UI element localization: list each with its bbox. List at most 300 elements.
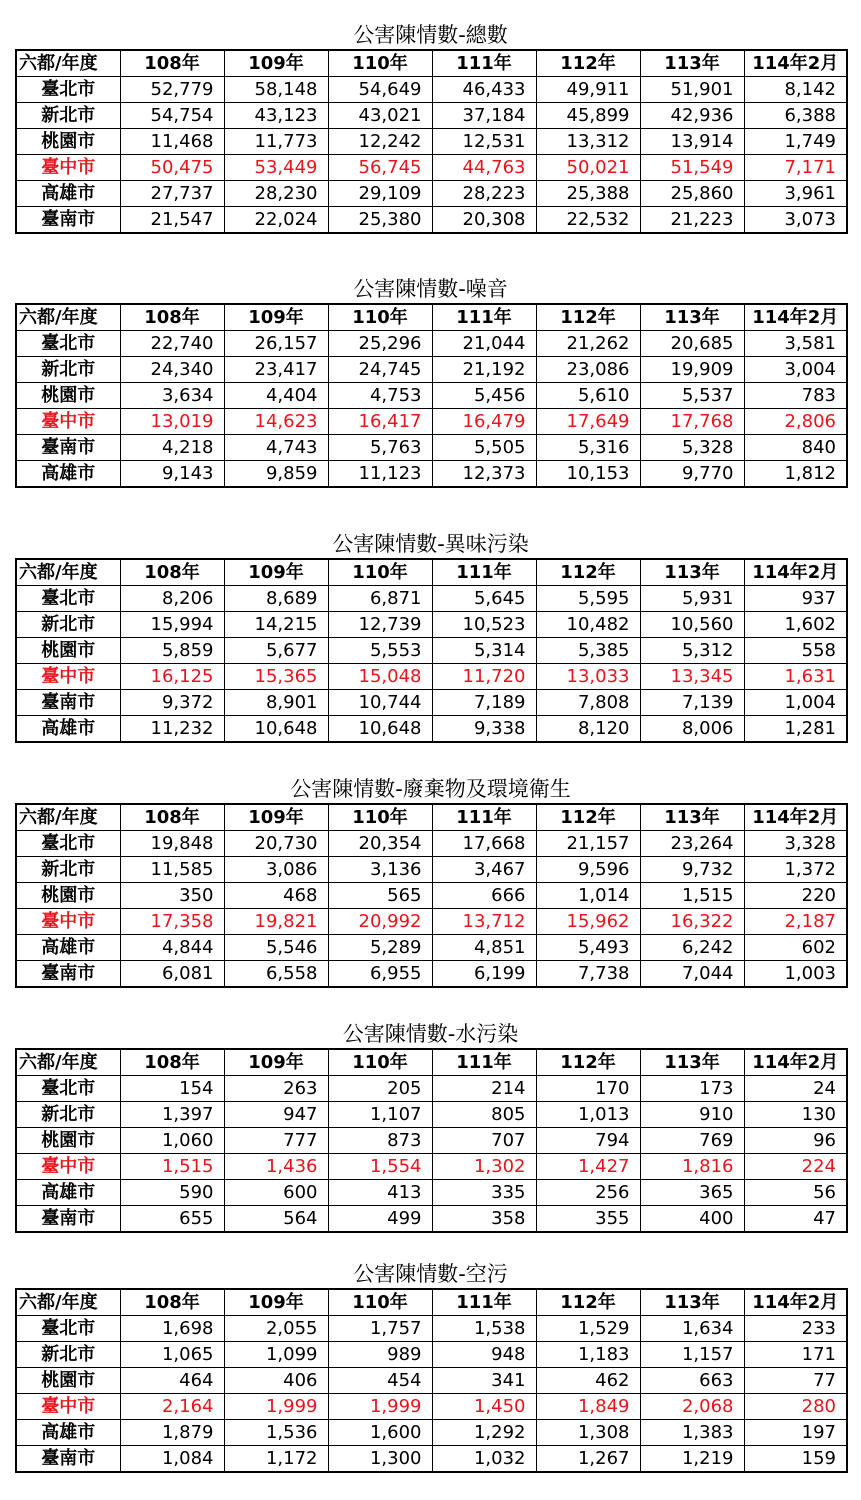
value-cell: 783 [744,383,847,409]
year-header: 114年2月 [744,559,847,586]
city-name: 臺北市 [16,1076,120,1102]
value-cell: 9,372 [120,690,224,716]
value-cell: 5,610 [536,383,640,409]
city-name: 臺中市 [16,1394,120,1420]
table-row [16,1180,847,1206]
value-cell: 5,316 [536,435,640,461]
city-name: 臺中市 [16,1154,120,1180]
value-cell: 12,531 [432,129,536,155]
value-cell: 51,549 [640,155,744,181]
year-header: 108年 [120,804,224,831]
value-cell: 3,073 [744,207,847,234]
value-cell: 454 [328,1368,432,1394]
value-cell: 171 [744,1342,847,1368]
value-cell: 233 [744,1316,847,1342]
value-cell: 37,184 [432,103,536,129]
value-cell: 1,004 [744,690,847,716]
city-name: 臺中市 [16,909,120,935]
value-cell: 769 [640,1128,744,1154]
value-cell: 9,859 [224,461,328,488]
value-cell: 10,560 [640,612,744,638]
value-cell: 25,380 [328,207,432,234]
value-cell: 27,737 [120,181,224,207]
value-cell: 1,014 [536,883,640,909]
value-cell: 9,143 [120,461,224,488]
value-cell: 947 [224,1102,328,1128]
city-name: 臺北市 [16,586,120,612]
corner-header: 六都/年度 [16,304,120,331]
city-name: 臺北市 [16,1316,120,1342]
value-cell: 10,523 [432,612,536,638]
value-cell: 341 [432,1368,536,1394]
value-cell: 43,021 [328,103,432,129]
value-cell: 564 [224,1206,328,1233]
table-row [16,1394,847,1420]
value-cell: 1,536 [224,1420,328,1446]
value-cell: 3,961 [744,181,847,207]
value-cell: 14,623 [224,409,328,435]
value-cell: 22,740 [120,331,224,357]
value-cell: 16,417 [328,409,432,435]
year-header: 110年 [328,804,432,831]
city-name: 臺中市 [16,409,120,435]
table-row [16,1128,847,1154]
value-cell: 2,068 [640,1394,744,1420]
value-cell: 58,148 [224,77,328,103]
table-row [16,1316,847,1342]
data-table [15,1288,848,1473]
value-cell: 280 [744,1394,847,1420]
value-cell: 1,634 [640,1316,744,1342]
value-cell: 17,668 [432,831,536,857]
value-cell: 794 [536,1128,640,1154]
value-cell: 7,044 [640,961,744,988]
table-row [16,1076,847,1102]
table-row [16,664,847,690]
city-name: 臺北市 [16,831,120,857]
table-row [16,357,847,383]
value-cell: 20,730 [224,831,328,857]
table-row [16,461,847,488]
city-name: 高雄市 [16,461,120,488]
value-cell: 5,328 [640,435,744,461]
value-cell: 77 [744,1368,847,1394]
city-name: 新北市 [16,612,120,638]
table-title: 公害陳情數-水污染 [342,1022,519,1046]
value-cell: 1,812 [744,461,847,488]
value-cell: 1,427 [536,1154,640,1180]
value-cell: 13,033 [536,664,640,690]
value-cell: 365 [640,1180,744,1206]
year-header: 112年 [536,1289,640,1316]
city-name: 臺北市 [16,331,120,357]
value-cell: 54,649 [328,77,432,103]
table-row [16,1206,847,1233]
value-cell: 1,013 [536,1102,640,1128]
value-cell: 16,479 [432,409,536,435]
city-name: 新北市 [16,857,120,883]
table-section [15,533,846,743]
table-row [16,831,847,857]
value-cell: 5,546 [224,935,328,961]
year-header: 110年 [328,304,432,331]
value-cell: 805 [432,1102,536,1128]
value-cell: 214 [432,1076,536,1102]
table-title: 公害陳情數-噪音 [353,277,508,301]
table-section [15,278,846,488]
value-cell: 1,060 [120,1128,224,1154]
year-header: 110年 [328,559,432,586]
table-row [16,612,847,638]
value-cell: 707 [432,1128,536,1154]
city-name: 高雄市 [16,1180,120,1206]
value-cell: 7,808 [536,690,640,716]
value-cell: 1,003 [744,961,847,988]
value-cell: 1,157 [640,1342,744,1368]
corner-header: 六都/年度 [16,1049,120,1076]
value-cell: 4,404 [224,383,328,409]
value-cell: 1,529 [536,1316,640,1342]
value-cell: 6,558 [224,961,328,988]
data-table [15,303,848,488]
value-cell: 21,192 [432,357,536,383]
value-cell: 5,505 [432,435,536,461]
data-table [15,558,848,743]
value-cell: 25,860 [640,181,744,207]
table-row [16,961,847,988]
value-cell: 13,312 [536,129,640,155]
year-header: 114年2月 [744,804,847,831]
value-cell: 17,768 [640,409,744,435]
city-name: 桃園市 [16,883,120,909]
table-row [16,716,847,743]
value-cell: 655 [120,1206,224,1233]
value-cell: 20,992 [328,909,432,935]
value-cell: 3,086 [224,857,328,883]
value-cell: 1,300 [328,1446,432,1473]
value-cell: 25,388 [536,181,640,207]
table-row [16,155,847,181]
table-row [16,1154,847,1180]
value-cell: 7,139 [640,690,744,716]
value-cell: 19,909 [640,357,744,383]
city-name: 臺南市 [16,207,120,234]
value-cell: 263 [224,1076,328,1102]
value-cell: 1,450 [432,1394,536,1420]
city-name: 桃園市 [16,1128,120,1154]
city-name: 臺南市 [16,1206,120,1233]
year-header: 113年 [640,804,744,831]
value-cell: 1,600 [328,1420,432,1446]
value-cell: 15,365 [224,664,328,690]
year-header: 113年 [640,50,744,77]
city-name: 臺南市 [16,435,120,461]
value-cell: 989 [328,1342,432,1368]
year-header: 109年 [224,1049,328,1076]
city-name: 臺北市 [16,77,120,103]
value-cell: 159 [744,1446,847,1473]
value-cell: 1,816 [640,1154,744,1180]
year-header: 111年 [432,1049,536,1076]
value-cell: 2,806 [744,409,847,435]
value-cell: 1,183 [536,1342,640,1368]
city-name: 臺南市 [16,961,120,988]
value-cell: 52,779 [120,77,224,103]
value-cell: 1,631 [744,664,847,690]
value-cell: 22,024 [224,207,328,234]
value-cell: 4,218 [120,435,224,461]
city-name: 臺南市 [16,690,120,716]
value-cell: 15,994 [120,612,224,638]
value-cell: 21,547 [120,207,224,234]
table-section [15,24,846,234]
value-cell: 7,171 [744,155,847,181]
year-header: 108年 [120,559,224,586]
year-header: 112年 [536,804,640,831]
value-cell: 23,264 [640,831,744,857]
header-row [16,50,847,77]
value-cell: 50,021 [536,155,640,181]
value-cell: 25,296 [328,331,432,357]
year-header: 111年 [432,1289,536,1316]
year-header: 113年 [640,559,744,586]
value-cell: 1,698 [120,1316,224,1342]
city-name: 新北市 [16,1342,120,1368]
table-row [16,331,847,357]
value-cell: 21,044 [432,331,536,357]
year-header: 113年 [640,304,744,331]
value-cell: 1,099 [224,1342,328,1368]
value-cell: 50,475 [120,155,224,181]
table-row [16,103,847,129]
value-cell: 406 [224,1368,328,1394]
value-cell: 11,773 [224,129,328,155]
value-cell: 96 [744,1128,847,1154]
value-cell: 499 [328,1206,432,1233]
table-title: 公害陳情數-異味污染 [332,532,529,556]
value-cell: 170 [536,1076,640,1102]
value-cell: 3,581 [744,331,847,357]
value-cell: 1,267 [536,1446,640,1473]
value-cell: 1,397 [120,1102,224,1128]
table-row [16,129,847,155]
value-cell: 358 [432,1206,536,1233]
value-cell: 256 [536,1180,640,1206]
value-cell: 173 [640,1076,744,1102]
city-name: 臺中市 [16,155,120,181]
year-header: 109年 [224,304,328,331]
city-name: 桃園市 [16,638,120,664]
value-cell: 130 [744,1102,847,1128]
year-header: 109年 [224,50,328,77]
year-header: 108年 [120,50,224,77]
value-cell: 8,206 [120,586,224,612]
city-name: 臺南市 [16,1446,120,1473]
value-cell: 12,373 [432,461,536,488]
value-cell: 15,048 [328,664,432,690]
table-title: 公害陳情數-總數 [353,23,508,47]
year-header: 111年 [432,304,536,331]
city-name: 高雄市 [16,1420,120,1446]
year-header: 112年 [536,304,640,331]
value-cell: 12,739 [328,612,432,638]
value-cell: 1,292 [432,1420,536,1446]
value-cell: 9,596 [536,857,640,883]
city-name: 高雄市 [16,716,120,743]
value-cell: 5,595 [536,586,640,612]
city-name: 新北市 [16,357,120,383]
value-cell: 23,417 [224,357,328,383]
value-cell: 5,763 [328,435,432,461]
value-cell: 7,738 [536,961,640,988]
value-cell: 6,199 [432,961,536,988]
value-cell: 3,328 [744,831,847,857]
value-cell: 468 [224,883,328,909]
value-cell: 56 [744,1180,847,1206]
value-cell: 8,901 [224,690,328,716]
value-cell: 47 [744,1206,847,1233]
table-row [16,638,847,664]
value-cell: 5,314 [432,638,536,664]
value-cell: 1,554 [328,1154,432,1180]
value-cell: 16,322 [640,909,744,935]
table-row [16,435,847,461]
value-cell: 840 [744,435,847,461]
year-header: 109年 [224,559,328,586]
value-cell: 16,125 [120,664,224,690]
value-cell: 9,338 [432,716,536,743]
value-cell: 1,372 [744,857,847,883]
table-row [16,181,847,207]
value-cell: 13,345 [640,664,744,690]
value-cell: 590 [120,1180,224,1206]
value-cell: 6,242 [640,935,744,961]
header-row [16,559,847,586]
value-cell: 5,537 [640,383,744,409]
table-title: 公害陳情數-廢棄物及環境衛生 [290,777,571,801]
value-cell: 1,383 [640,1420,744,1446]
value-cell: 3,004 [744,357,847,383]
value-cell: 5,553 [328,638,432,664]
year-header: 110年 [328,1049,432,1076]
value-cell: 602 [744,935,847,961]
value-cell: 1,515 [640,883,744,909]
year-header: 108年 [120,1049,224,1076]
year-header: 111年 [432,559,536,586]
table-row [16,77,847,103]
value-cell: 1,281 [744,716,847,743]
value-cell: 8,120 [536,716,640,743]
value-cell: 29,109 [328,181,432,207]
corner-header: 六都/年度 [16,50,120,77]
value-cell: 666 [432,883,536,909]
table-row [16,1420,847,1446]
value-cell: 1,757 [328,1316,432,1342]
value-cell: 5,859 [120,638,224,664]
value-cell: 3,136 [328,857,432,883]
year-header: 112年 [536,50,640,77]
year-header: 112年 [536,1049,640,1076]
value-cell: 6,871 [328,586,432,612]
table-row [16,1368,847,1394]
value-cell: 1,999 [224,1394,328,1420]
value-cell: 14,215 [224,612,328,638]
value-cell: 19,848 [120,831,224,857]
year-header: 113年 [640,1289,744,1316]
value-cell: 4,844 [120,935,224,961]
value-cell: 28,230 [224,181,328,207]
year-header: 111年 [432,804,536,831]
value-cell: 663 [640,1368,744,1394]
value-cell: 11,468 [120,129,224,155]
value-cell: 23,086 [536,357,640,383]
value-cell: 2,164 [120,1394,224,1420]
table-section [15,778,846,988]
value-cell: 4,851 [432,935,536,961]
value-cell: 7,189 [432,690,536,716]
value-cell: 6,955 [328,961,432,988]
value-cell: 5,312 [640,638,744,664]
value-cell: 154 [120,1076,224,1102]
value-cell: 9,770 [640,461,744,488]
value-cell: 335 [432,1180,536,1206]
table-row [16,409,847,435]
year-header: 109年 [224,1289,328,1316]
city-name: 桃園市 [16,129,120,155]
value-cell: 21,262 [536,331,640,357]
year-header: 113年 [640,1049,744,1076]
value-cell: 1,538 [432,1316,536,1342]
value-cell: 462 [536,1368,640,1394]
value-cell: 4,753 [328,383,432,409]
table-row [16,690,847,716]
city-name: 桃園市 [16,1368,120,1394]
value-cell: 1,302 [432,1154,536,1180]
city-name: 新北市 [16,103,120,129]
value-cell: 13,712 [432,909,536,935]
year-header: 110年 [328,1289,432,1316]
value-cell: 28,223 [432,181,536,207]
value-cell: 1,219 [640,1446,744,1473]
value-cell: 5,385 [536,638,640,664]
value-cell: 10,153 [536,461,640,488]
data-table [15,803,848,988]
value-cell: 4,743 [224,435,328,461]
value-cell: 11,232 [120,716,224,743]
value-cell: 2,055 [224,1316,328,1342]
value-cell: 400 [640,1206,744,1233]
value-cell: 5,677 [224,638,328,664]
value-cell: 1,065 [120,1342,224,1368]
value-cell: 19,821 [224,909,328,935]
value-cell: 224 [744,1154,847,1180]
value-cell: 13,914 [640,129,744,155]
value-cell: 21,157 [536,831,640,857]
value-cell: 45,899 [536,103,640,129]
table-section [15,1263,846,1473]
value-cell: 565 [328,883,432,909]
value-cell: 49,911 [536,77,640,103]
year-header: 114年2月 [744,304,847,331]
value-cell: 1,107 [328,1102,432,1128]
value-cell: 20,308 [432,207,536,234]
value-cell: 355 [536,1206,640,1233]
city-name: 高雄市 [16,181,120,207]
value-cell: 1,602 [744,612,847,638]
value-cell: 24,340 [120,357,224,383]
corner-header: 六都/年度 [16,804,120,831]
value-cell: 20,685 [640,331,744,357]
